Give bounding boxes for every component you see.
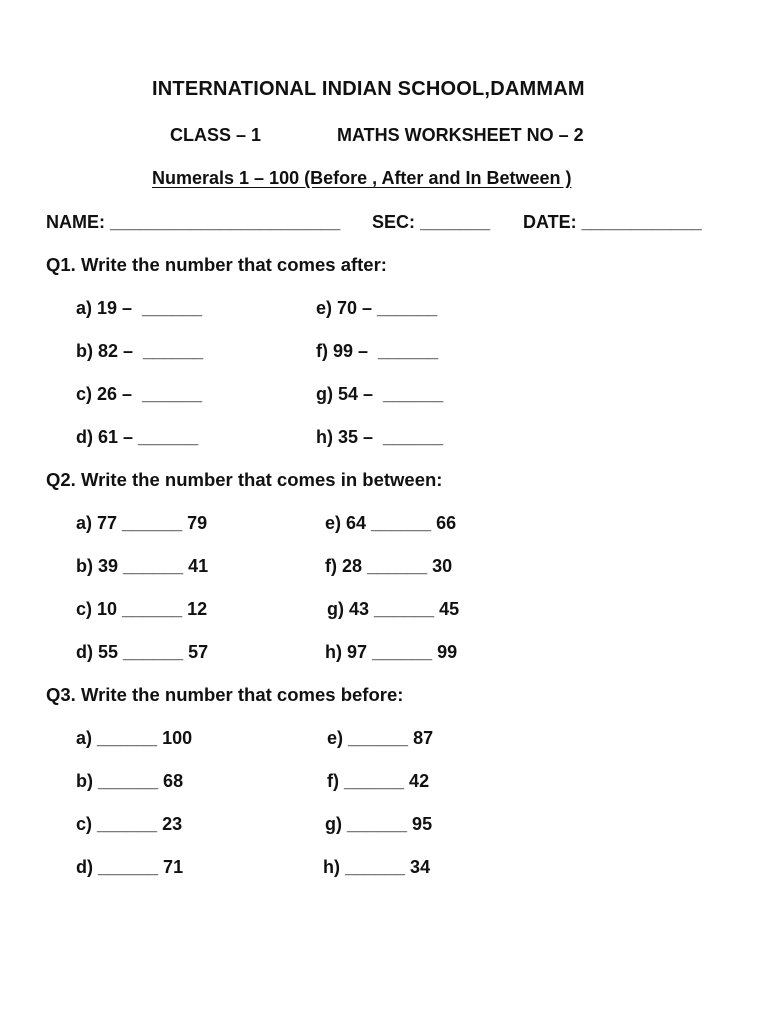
- q1-item-c: c) 26 – ______: [76, 384, 203, 404]
- q3-item-b: b) ______ 68: [76, 771, 184, 791]
- q1-item-h: h) 35 – ______: [316, 427, 444, 447]
- q2-item-e: e) 64 ______ 66: [325, 513, 457, 533]
- q1-item-a: a) 19 – ______: [76, 298, 203, 318]
- q3-item-e: e) ______ 87: [327, 728, 434, 748]
- q2-item-c: c) 10 ______ 12: [76, 599, 208, 619]
- q1-item-g: g) 54 – ______: [316, 384, 444, 404]
- section-field: SEC: _______: [372, 212, 491, 232]
- q3-item-c: c) ______ 23: [76, 814, 183, 834]
- q3-item-a: a) ______ 100: [76, 728, 193, 748]
- name-field: NAME: _______________________: [46, 212, 341, 232]
- date-field: DATE: ____________: [523, 212, 702, 232]
- q1-item-f: f) 99 – ______: [316, 341, 439, 361]
- q2-item-f: f) 28 ______ 30: [325, 556, 453, 576]
- q2-item-h: h) 97 ______ 99: [325, 642, 458, 662]
- q3-prompt: Q3. Write the number that comes before:: [46, 684, 404, 705]
- q2-item-a: a) 77 ______ 79: [76, 513, 208, 533]
- q2-item-g: g) 43 ______ 45: [327, 599, 460, 619]
- q2-item-b: b) 39 ______ 41: [76, 556, 209, 576]
- q2-item-d: d) 55 ______ 57: [76, 642, 209, 662]
- class-label: CLASS – 1: [170, 125, 262, 145]
- q1-prompt: Q1. Write the number that comes after:: [46, 254, 387, 275]
- q1-item-e: e) 70 – ______: [316, 298, 438, 318]
- worksheet-title: MATHS WORKSHEET NO – 2: [337, 125, 584, 145]
- school-name: INTERNATIONAL INDIAN SCHOOL,DAMMAM: [152, 78, 585, 100]
- topic-title: Numerals 1 – 100 (Before , After and In Between ): [152, 168, 572, 188]
- q3-item-h: h) ______ 34: [323, 857, 431, 877]
- q1-item-b: b) 82 – ______: [76, 341, 204, 361]
- q1-item-d: d) 61 – ______: [76, 427, 199, 447]
- q3-item-d: d) ______ 71: [76, 857, 184, 877]
- q2-prompt: Q2. Write the number that comes in between:: [46, 469, 443, 490]
- q3-item-f: f) ______ 42: [327, 771, 430, 791]
- q3-item-g: g) ______ 95: [325, 814, 433, 834]
